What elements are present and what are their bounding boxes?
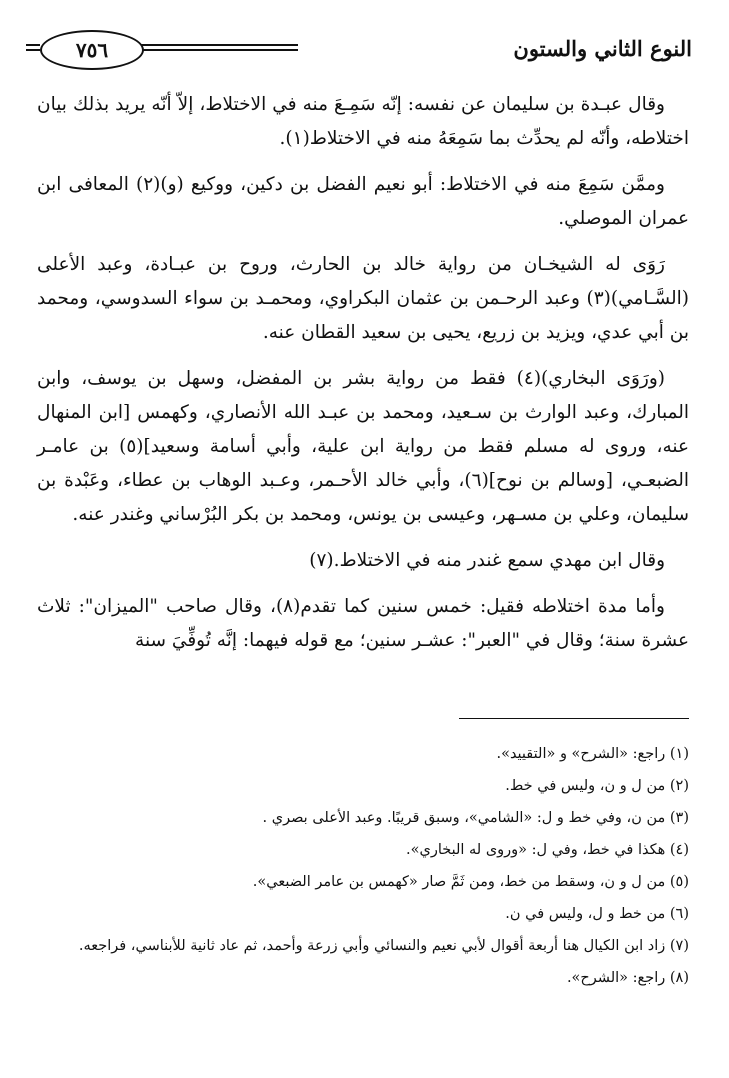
footnote: (٨) راجع: «الشرح». [566,970,689,986]
main-text [37,88,689,670]
footnote-separator [459,718,689,719]
page-number: ٧٥٦ [75,38,109,62]
footnote: (٦) من خط و ل، وليس في ن. [505,906,689,922]
footnotes [37,738,689,994]
footnote: (٥) من ل و ن، وسقط من خط، ومن ثَمَّ صار «كهمس بن عامر الضبعي». [252,874,689,890]
page-header [40,30,692,70]
paragraph: رَوَى له الشيخـان من رواية خالد بن الحارث، وروح بن عبـادة، وعبد الأعلى (السَّـامي)(٣) وعبد الرحـمن بن عثمان البكراوي، ومحمـد بن سواء السدوسي، ومحمد بن أبي عدي، ويزيد بن زريع، يحيى بن سعيد القطان عنه. [37,254,689,343]
footnote: (٧) زاد ابن الكيال هنا أربعة أقوال لأبي نعيم والنسائي وأبي زرعة وأحمد، ثم عاد ثانية للأبناسي، فراجعه. [78,938,689,954]
chapter-title: النوع الثاني والستون [513,36,692,61]
paragraph: وقال عبـدة بن سليمان عن نفسه: إنّه سَمِـعَ منه في الاختلاط، إلاّ أنّه يريد بذلك بيان اختلاطه، وأنّه لم يحدِّث بما سَمِعَهُ منه في الاختلاط(١). [37,94,689,149]
footnote: (١) راجع: «الشرح» و «التقييد». [496,746,689,762]
footnote: (٢) من ل و ن، وليس في خط. [505,778,689,794]
paragraph: (ورَوَى البخاري)(٤) فقط من رواية بشر بن المفضل، وسهل بن يوسف، وابن المبارك، وعبد الوارث بن سـعيد، ومحمد بن عبـد الله الأنصاري، وكهمس [ابن المنهال عنه، وروى له مسلم فقط من رواية ابن علية، وأبي أسامة وسعيد](٥) بن عامـر الضبعـي، [وسالم بن نوح](٦)، وأبي خالد الأحـمر، وعـبد الوهاب بن عطاء، وعَبْدة بن سليمان، وعلي بن مسـهر، وعيسى بن يونس، ومحمد بن بكر البُرْساني وغندر عنه. [37,368,689,525]
footnote: (٣) من ن، وفي خط و ل: «الشامي»، وسبق قريبًا. وعبد الأعلى بصري . [262,810,689,826]
paragraph: وأما مدة اختلاطه فقيل: خمس سنين كما تقدم(٨)، وقال صاحب "الميزان": ثلاث عشرة سنة؛ وقال في "العبر": عشـر سنين؛ مع قوله فيهما: إنَّه تُوفِّيَ سنة [37,596,689,651]
paragraph: وممَّن سَمِعَ منه في الاختلاط: أبو نعيم الفضل بن دكين، ووكيع (و)(٢) المعافى ابن عمران الموصلي. [37,174,689,229]
header-rule-end [26,44,40,51]
header-rule [140,44,298,51]
footnote: (٤) هكذا في خط، وفي ل: «وروى له البخاري». [405,842,689,858]
paragraph: وقال ابن مهدي سمع غندر منه في الاختلاط.(٧) [309,550,665,571]
page-number-oval [40,30,144,70]
